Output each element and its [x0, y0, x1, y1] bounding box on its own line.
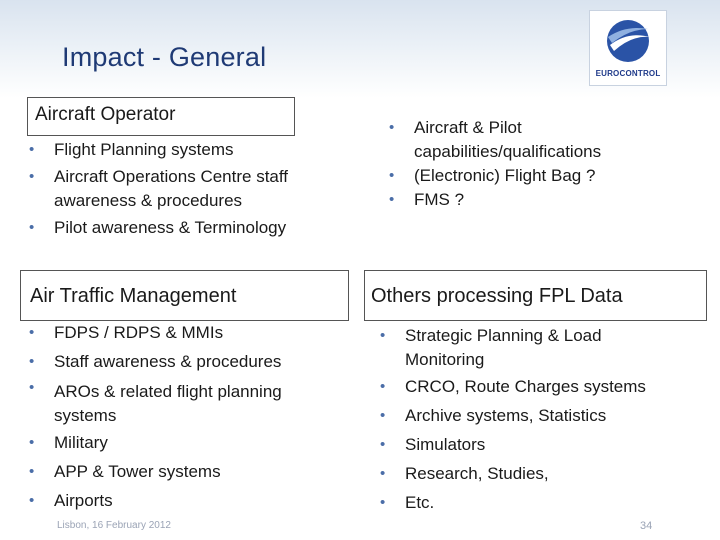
list-item: • Simulators	[380, 435, 486, 454]
list-item: • FDPS / RDPS & MMIs	[29, 323, 224, 342]
list-item: • Research, Studies,	[380, 464, 549, 483]
list-item: • Staff awareness & procedures	[29, 352, 282, 371]
list-item: • Pilot awareness & Terminology	[29, 218, 287, 237]
list-item: • Flight Planning systems	[29, 140, 234, 159]
list-item: • AROs & related flight planning systems	[29, 379, 282, 425]
aircraft-operator-label: Aircraft Operator	[35, 104, 176, 125]
list-item: • Military	[29, 433, 108, 452]
aircraft-capabilities-list	[388, 116, 658, 212]
page-number: 34	[640, 520, 653, 532]
list-item: • APP & Tower systems	[29, 462, 221, 481]
logo-wordmark: EUROCONTROL	[595, 69, 661, 78]
atm-label: Air Traffic Management	[30, 285, 237, 307]
list-item: • Strategic Planning & Load Monitoring	[380, 326, 602, 369]
list-item: • Aircraft & Pilot capabilities/qualifications	[389, 118, 602, 161]
footer-location-date: Lisbon, 16 February 2012	[57, 520, 171, 531]
list-item: • Archive systems, Statistics	[380, 406, 607, 425]
list-item: • Aircraft Operations Centre staff awareness & procedures	[29, 167, 289, 210]
list-item: • CRCO, Route Charges systems	[380, 377, 646, 396]
others-list	[379, 324, 709, 517]
eurocontrol-emblem-icon	[590, 11, 666, 69]
list-item: • (Electronic) Flight Bag ?	[389, 166, 596, 185]
page-title: Impact - General	[62, 42, 267, 72]
others-label: Others processing FPL Data	[371, 285, 623, 307]
atm-list	[28, 318, 348, 515]
aircraft-operator-list	[28, 138, 348, 240]
eurocontrol-logo	[589, 10, 667, 86]
list-item: • FMS ?	[389, 190, 465, 209]
list-item: • Airports	[29, 491, 113, 510]
list-item: • Etc.	[380, 493, 435, 512]
